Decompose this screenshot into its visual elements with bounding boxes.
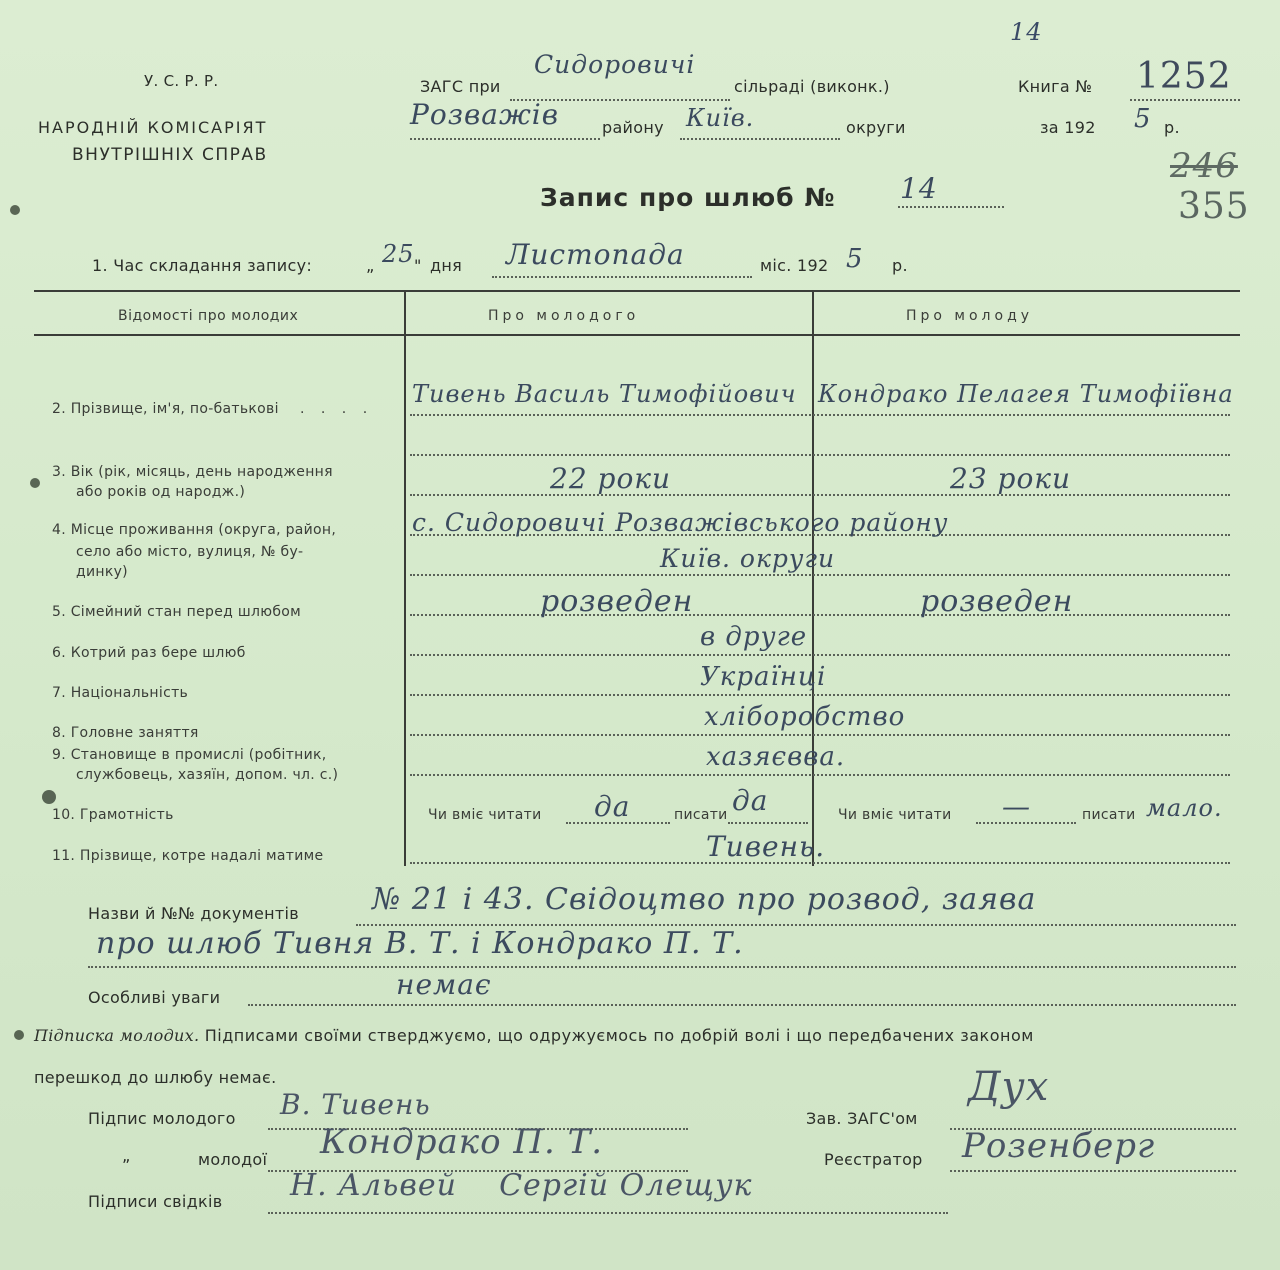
district-handwritten: Розважів bbox=[410, 98, 560, 131]
book-number-line bbox=[1130, 99, 1240, 101]
registrar-signature: Розенберг bbox=[962, 1126, 1156, 1166]
archive-number-crossed: 246 bbox=[1170, 146, 1238, 186]
remarks-label: Особливі уваги bbox=[88, 988, 221, 1007]
punch-hole-4 bbox=[14, 1030, 24, 1040]
commissariat-line2: ВНУТРІШНІХ СПРАВ bbox=[72, 145, 268, 165]
documents-line-2: про шлюб Тивня В. Т. і Кондрако П. Т. bbox=[96, 926, 744, 961]
row-6-label: 6. Котрий раз бере шлюб bbox=[52, 645, 246, 661]
residence-line-1: с. Сидоровичі Розважівського району bbox=[412, 508, 949, 537]
row-4-label-c: динку) bbox=[76, 564, 128, 580]
industry-position: хазяєвва. bbox=[706, 742, 846, 772]
okrug-label: округи bbox=[846, 118, 906, 137]
row-11-label: 11. Прізвище, котре надалі матиме bbox=[52, 848, 324, 864]
bride-age: 23 роки bbox=[950, 462, 1072, 495]
record-time-label: 1. Час складання запису: bbox=[92, 256, 313, 275]
groom-can-read: да bbox=[594, 790, 631, 823]
groom-full-name: Тивень Василь Тимофійович bbox=[412, 380, 797, 408]
record-year-suffix: р. bbox=[892, 256, 908, 275]
day-open-quote: „ bbox=[366, 256, 375, 275]
record-day-label: дня bbox=[430, 256, 463, 275]
bride-write-label: писати bbox=[1082, 807, 1136, 823]
table-col-divider-1 bbox=[404, 290, 406, 866]
record-title: Запис про шлюб № bbox=[540, 183, 836, 212]
bride-full-name: Кондрако Пелагея Тимофіївна bbox=[818, 380, 1234, 408]
nationality: Українці bbox=[700, 662, 827, 692]
row-3-label-a: 3. Вік (рік, місяць, день народження bbox=[52, 464, 333, 480]
punch-hole-1 bbox=[10, 205, 20, 215]
groom-write-line bbox=[728, 822, 808, 824]
header-col-1: Відомості про молодих bbox=[118, 308, 299, 324]
bride-signature: Кондрако П. Т. bbox=[320, 1122, 604, 1162]
bride-read-label: Чи вміє читати bbox=[838, 807, 952, 823]
row-5-label: 5. Сімейний стан перед шлюбом bbox=[52, 604, 301, 620]
remarks-rule bbox=[248, 1004, 1236, 1006]
year-digit-handwritten: 5 bbox=[1134, 104, 1152, 134]
row-line bbox=[410, 414, 1230, 416]
declaration-heading: Підписка молодих. bbox=[34, 1026, 200, 1045]
groom-read-label: Чи вміє читати bbox=[428, 807, 542, 823]
row-2-dots: . . . . bbox=[300, 401, 374, 417]
declaration-text: Підписами своїми стверджуємо, що одружуємось по добрій волі і що передбачених законом bbox=[204, 1026, 1034, 1045]
registrar-signature-line bbox=[950, 1170, 1236, 1172]
row-line bbox=[410, 494, 1230, 496]
table-col-divider-2 bbox=[812, 290, 814, 866]
header-col-2: Про молодого bbox=[488, 308, 640, 324]
bride-marital-status: розведен bbox=[920, 584, 1074, 619]
row-8-label: 8. Головне заняття bbox=[52, 725, 199, 741]
row-line bbox=[410, 454, 1230, 456]
documents-line-1: № 21 і 43. Свідоцтво про розвод, заява bbox=[372, 882, 1037, 917]
record-month-line bbox=[492, 276, 752, 278]
groom-can-write: да bbox=[732, 784, 769, 817]
remarks-value: немає bbox=[396, 968, 492, 1001]
record-month-label: міс. 192 bbox=[760, 256, 829, 275]
groom-signature-label: Підпис молодого bbox=[88, 1109, 236, 1128]
witnesses-label: Підписи свідків bbox=[88, 1192, 223, 1211]
row-9-label-a: 9. Становище в промислі (робітник, bbox=[52, 747, 327, 763]
declaration-line-2: перешкод до шлюбу немає. bbox=[34, 1068, 277, 1087]
row-line bbox=[410, 654, 1230, 656]
row-7-label: 7. Національність bbox=[52, 685, 189, 701]
okrug-handwritten: Київ. bbox=[686, 104, 755, 132]
groom-write-label: писати bbox=[674, 807, 728, 823]
row-line bbox=[410, 614, 1230, 616]
bride-can-write: мало. bbox=[1146, 794, 1223, 822]
book-number-handwritten: 1252 bbox=[1136, 56, 1232, 97]
row-line bbox=[410, 574, 1230, 576]
record-number-line bbox=[898, 206, 1004, 208]
record-month-handwritten: Листопада bbox=[506, 238, 685, 271]
witnesses-signature-line bbox=[268, 1212, 948, 1214]
row-4-label-a: 4. Місце проживання (округа, район, bbox=[52, 522, 337, 538]
residence-line-2: Київ. округи bbox=[660, 544, 836, 573]
archive-number-top: 14 bbox=[1010, 18, 1043, 46]
punch-hole-3 bbox=[42, 790, 56, 804]
year-suffix: р. bbox=[1164, 118, 1180, 137]
row-line bbox=[410, 734, 1230, 736]
republic-label: У. С. Р. Р. bbox=[144, 72, 219, 90]
groom-marital-status: розведен bbox=[540, 584, 694, 619]
book-label: Книга № bbox=[1018, 77, 1093, 96]
documents-line-2-rule bbox=[88, 966, 1236, 968]
declaration-line-1 bbox=[34, 1026, 1034, 1045]
row-4-label-b: село або місто, вулиця, № бу- bbox=[76, 544, 304, 560]
row-line bbox=[410, 694, 1230, 696]
table-header-rule bbox=[34, 334, 1240, 336]
record-year-digit: 5 bbox=[846, 244, 864, 274]
row-2-label: 2. Прізвище, ім'я, по-батькові bbox=[52, 401, 279, 417]
documents-label: Назви й №№ документів bbox=[88, 904, 299, 923]
zags-prefix: ЗАГС при bbox=[420, 77, 501, 96]
archive-number-bottom: 355 bbox=[1178, 186, 1250, 227]
district-line bbox=[410, 138, 600, 140]
commissariat-line1: НАРОДНІЙ КОМІСАРІЯТ bbox=[38, 118, 268, 137]
punch-hole-2 bbox=[30, 478, 40, 488]
future-surname: Тивень. bbox=[706, 830, 826, 863]
groom-age: 22 роки bbox=[550, 462, 672, 495]
row-9-label-b: службовець, хазяїн, допом. чл. с.) bbox=[76, 767, 339, 783]
year-prefix: за 192 bbox=[1040, 118, 1096, 137]
okrug-line bbox=[680, 138, 840, 140]
head-label: Зав. ЗАГС'ом bbox=[806, 1109, 918, 1128]
ditto-mark: „ bbox=[122, 1146, 131, 1165]
bride-can-read: — bbox=[1002, 790, 1031, 823]
bride-signature-label: молодої bbox=[198, 1150, 268, 1169]
zags-village-handwritten: Сидоровичі bbox=[534, 50, 696, 79]
record-day-handwritten: 25 bbox=[382, 240, 415, 268]
head-signature: Дух bbox=[968, 1064, 1050, 1110]
table-top-rule bbox=[34, 290, 1240, 292]
groom-signature: В. Тивень bbox=[280, 1088, 431, 1121]
zags-suffix: сільраді (виконк.) bbox=[734, 77, 890, 96]
record-number-handwritten: 14 bbox=[900, 172, 938, 205]
district-label: району bbox=[602, 118, 664, 137]
header-col-3: Про молоду bbox=[906, 308, 1034, 324]
day-close-quote: " bbox=[414, 256, 422, 275]
row-line bbox=[410, 774, 1230, 776]
row-3-label-b: або років од народж.) bbox=[76, 484, 246, 500]
registrar-label: Реєстратор bbox=[824, 1150, 923, 1169]
row-11-line bbox=[410, 862, 1230, 864]
main-occupation: хліборобство bbox=[704, 702, 906, 732]
witness-signatures: Н. Альвей Сергій Олещук bbox=[290, 1168, 753, 1203]
marriage-count: в друге bbox=[700, 622, 808, 652]
row-10-label: 10. Грамотність bbox=[52, 807, 174, 823]
